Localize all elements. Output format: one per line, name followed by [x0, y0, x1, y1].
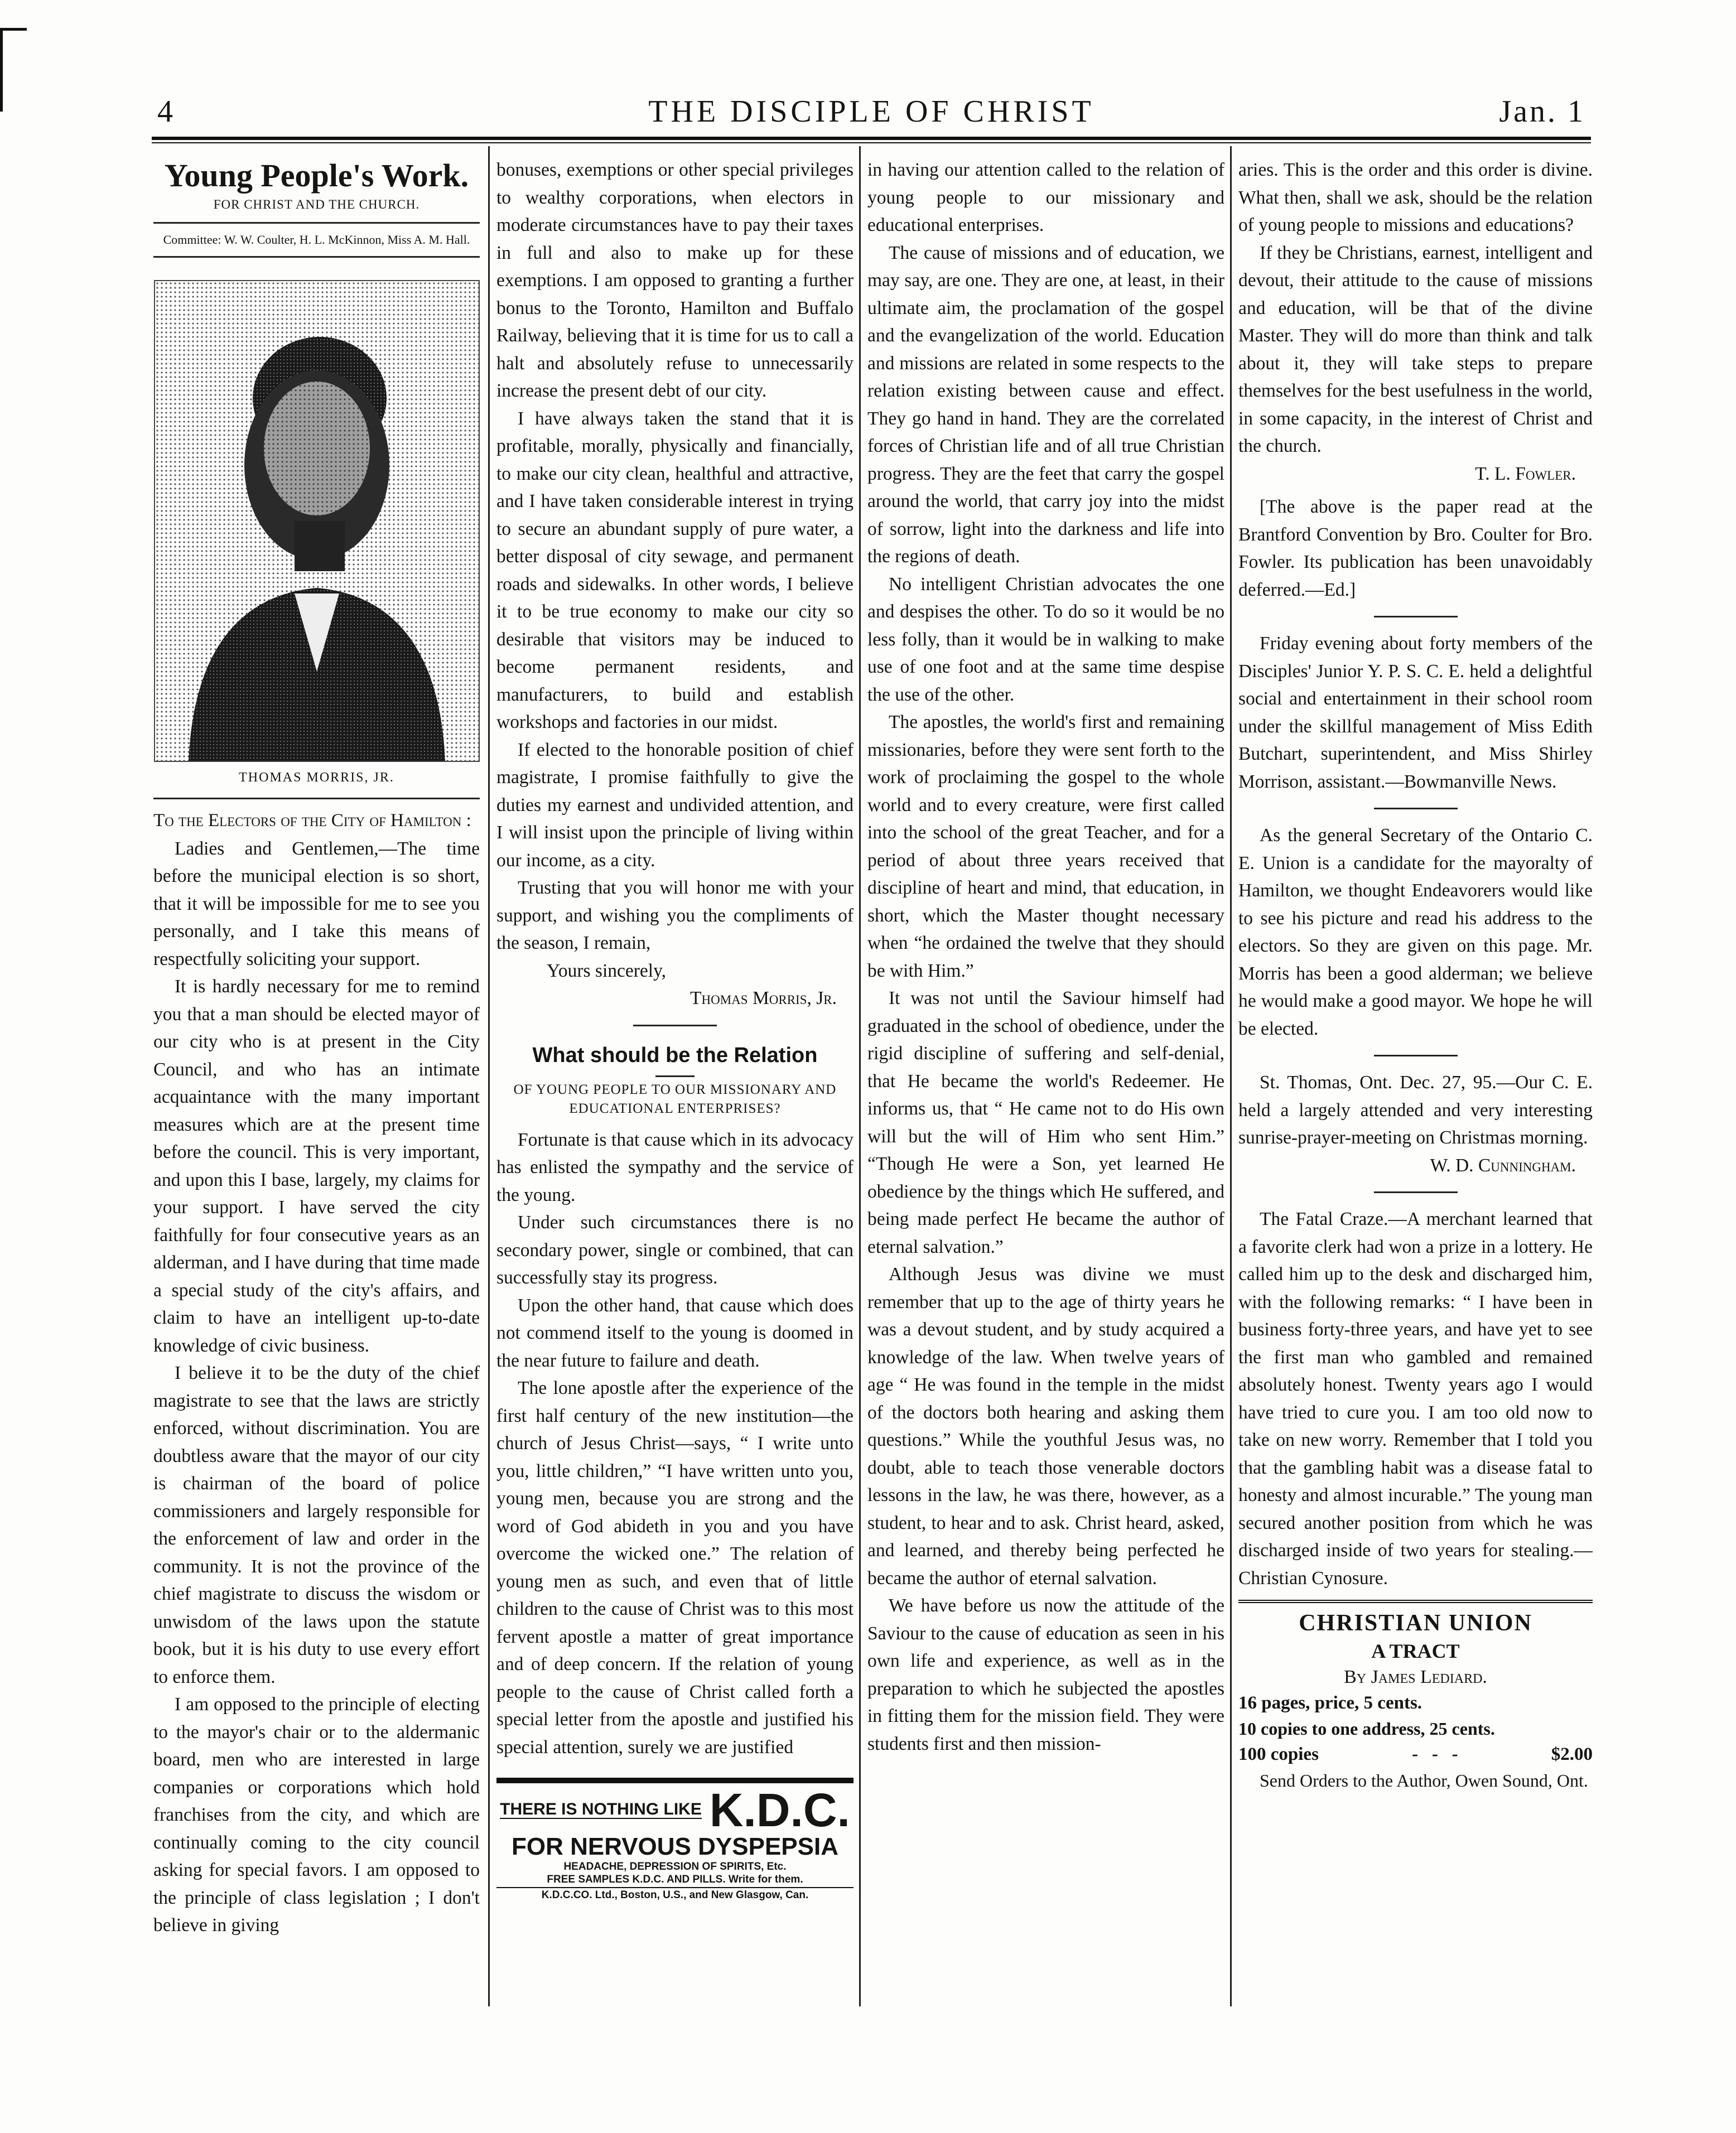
paragraph: Under such circumstances there is no secondary power, single or combined, that can successfully stay its progress. — [496, 1212, 853, 1288]
tract-dashes: - - - — [1412, 1744, 1458, 1764]
tract-copies: 100 copies — [1238, 1744, 1319, 1764]
portrait-photo — [154, 280, 480, 762]
divider — [1374, 808, 1458, 809]
author-signature: T. L. Fowler. — [1475, 463, 1576, 484]
tract-title: CHRISTIAN UNION — [1299, 1610, 1532, 1636]
paragraph: If they be Christians, earnest, intelligent and devout, their attitude to the cause of missions and education, will be that of the divine Master. They will do more than think and talk about it, they will take steps to prepare themselves for the best usefulness in the world, in some capacity, in the interest of Christ and the church. — [1238, 242, 1593, 456]
scan-corner-mark — [0, 28, 27, 31]
article-heading: What should be the Relation — [532, 1043, 818, 1067]
paragraph: Upon the other hand, that cause which does not commend itself to the young is doomed in the near future to failure and death. — [496, 1295, 853, 1371]
header-rule — [152, 137, 1591, 140]
ad-line: THERE IS NOTHING LIKE — [500, 1800, 702, 1818]
issue-date: Jan. 1 — [1499, 94, 1585, 129]
page-header — [152, 94, 1591, 133]
paragraph: No intelligent Christian advocates the one and despises the other. To do so it would be no less folly, than it would be in walking to make use of one foot and at the same time despise the use of the other. — [867, 573, 1224, 705]
paragraph: If elected to the honorable position of chief magistrate, I promise faithfully to give the duties my earnest and undivided attention, and I will insist upon the principle of living within our income, as a city. — [496, 739, 853, 871]
tract-price-line: 16 pages, price, 5 cents. — [1238, 1693, 1422, 1713]
column-2 — [496, 156, 853, 1900]
paragraph: Friday evening about forty members of the Disciples' Junior Y. P. S. C. E. held a delightful social and entertainment in their school room under the skillful management of Miss Edith Butchart, superintendent, and Miss Shirley Morrison, assistant.—Bowmanville News. — [1238, 633, 1593, 792]
divider — [153, 798, 480, 799]
page-number: 4 — [157, 94, 175, 129]
tract-price: $2.00 — [1551, 1744, 1593, 1764]
letter-signature: Thomas Morris, Jr. — [690, 988, 837, 1008]
divider — [153, 256, 480, 258]
section-subtitle: FOR CHRIST AND THE CHURCH. — [213, 197, 420, 211]
paragraph: St. Thomas, Ont. Dec. 27, 95.—Our C. E. held a largely attended and very interesting sunrise-prayer-meeting on Christmas morning. — [1238, 1072, 1593, 1148]
ad-brand: K.D.C. — [709, 1784, 850, 1836]
tract-author: By James Lediard. — [1344, 1667, 1487, 1687]
column-3 — [867, 156, 1224, 1758]
author-signature: W. D. Cunningham. — [1430, 1155, 1576, 1176]
editor-note: [The above is the paper read at the Brantford Convention by Bro. Coulter for Bro. Fowler. Its publication has been unavoidably deferred.—Ed.] — [1238, 496, 1593, 600]
section-title: Young People's Work. — [164, 157, 469, 194]
paragraph: As the general Secretary of the Ontario C. E. Union is a candidate for the mayoralty of Hamilton, we thought Endeavorers would like to see his picture and read his address to the electors. So they are given on this page. Mr. Morris has been a good alderman; we believe he would make a good mayor. We hope he will be elected. — [1238, 825, 1593, 1039]
divider — [1374, 1191, 1458, 1193]
address-heading: To the Electors of the City of Hamilton : — [153, 810, 471, 831]
divider — [1374, 1055, 1458, 1056]
divider — [655, 1075, 695, 1077]
divider — [633, 1025, 717, 1026]
ad-line: K.D.C.CO. Ltd., Boston, U.S., and New Glasgow, Can. — [496, 1887, 853, 1900]
header-rule-thin — [152, 142, 1591, 143]
column-divider — [1230, 146, 1232, 2006]
article-subheading: OF YOUNG PEOPLE TO OUR MISSIONARY AND EDUCATIONAL ENTERPRISES? — [513, 1082, 837, 1116]
tract-price-line — [1238, 1741, 1593, 1767]
kdc-advertisement — [496, 1778, 853, 1900]
divider — [153, 222, 480, 224]
paragraph: The cause of missions and of education, we may say, are one. They are one, at least, in their ultimate aim, the proclamation of the gospel and the evangelization of the world. Education and missions are related in some respects to the relation existing between cause and effect. They go hand in hand. They are the correlated forces of Christian life and of all true Christian progress. They are the feet that carry the gospel around the world, that carry joy into the midst of sorrow, light into the darkness and life into the regions of death. — [867, 242, 1224, 567]
ad-line: FOR NERVOUS DYSPEPSIA — [512, 1833, 838, 1860]
paragraph: I am opposed to the principle of electing to the mayor's chair or to the aldermanic board, men who are interested in large companies or corporations which hold franchises from the city, and which are continually coming to the city council asking for special favors. I am opposed to the principle of class legislation ; I don't believe in giving — [153, 1694, 480, 1936]
paragraph: The lone apostle after the experience of the first half century of the new institution—the church of Jesus Christ—says, “ I write unto you, little children,” “I have written unto you, young men, because you are strong and the word of God abideth in you and you have overcome the wicked one.” The relation of young men as such, and even that of little children to the cause of Christ was to this most fervent apostle a matter of great importance and of deep concern. If the relation of young people to the cause of Christ called forth a special letter from the apostle and justified his special attention, surely we are justified — [496, 1378, 853, 1758]
column-4 — [1238, 156, 1593, 1795]
column-divider — [488, 146, 490, 2006]
newspaper-title: THE DISCIPLE OF CHRIST — [648, 94, 1094, 129]
tract-advertisement — [1238, 1600, 1593, 1795]
paragraph: Ladies and Gentlemen,—The time before the municipal election is so short, that it will be impossible for me to see you personally, and I take this means of respectfully soliciting your support. — [153, 838, 480, 969]
ad-line: HEADACHE, DEPRESSION OF SPIRITS, Etc. — [563, 1861, 787, 1873]
ad-line: FREE SAMPLES K.D.C. AND PILLS. Write for them. — [547, 1874, 803, 1885]
paragraph: Although Jesus was divine we must remember that up to the age of thirty years he was a devout student, and by study acquired a knowledge of the law. When twelve years of age “ He was found in the temple in the midst of the doctors both hearing and asking them questions.” While the youthful Jesus was, no doubt, able to teach those venerable doctors lessons in the law, he was there, however, as a student, to hear and to ask. Christ heard, asked, and learned, and thereby being perfected he became the author of eternal salvation. — [867, 1264, 1224, 1589]
paragraph: The Fatal Craze.—A merchant learned that a favorite clerk had won a prize in a lottery. He called him up to the desk and discharged him, with the following remarks: “ I have been in business forty-three years, and have yet to see the first man who gambled and remained absolutely honest. Twenty years ago I would have tried to cure you. I am too old now to take on new worry. Remember that I told you that the gambling habit was a disease fatal to honesty and almost incurable.” The young man secured another position from which he was discharged inside of two years for stealing.—Christian Cynosure. — [1238, 1209, 1593, 1589]
paragraph: in having our attention called to the relation of young people to our missionary and educational enterprises. — [867, 160, 1224, 235]
tract-order-info: Send Orders to the Author, Owen Sound, Ont. — [1260, 1770, 1588, 1791]
column-divider — [859, 146, 861, 2006]
tract-subtitle: A TRACT — [1371, 1640, 1460, 1662]
paragraph: Trusting that you will honor me with your support, and wishing you the compliments of the season, I remain, — [496, 877, 853, 953]
paragraph: aries. This is the order and this order is divine. What then, shall we ask, should be the relation of young people to missions and educations? — [1238, 160, 1593, 235]
paragraph: It is hardly necessary for me to remind you that a man should be elected mayor of our city who is at present in the City Council, and who has an intimate acquaintance with the many important measures which are at the present time before the council. This is very important, and upon this I base, largely, my claims for your support. I have served the city faithfully for four consecutive years as an alderman, and I have during that time made a special study of the city's affairs, and claim to have an intelligent up-to-date knowledge of civic business. — [153, 976, 480, 1356]
photo-caption: THOMAS MORRIS, JR. — [239, 770, 394, 785]
paragraph: We have before us now the attitude of the Saviour to the cause of education as seen in his own life and experience, as well as in the preparation to which he subjected the apostles in fitting them for the mission field. They were students first and then mission- — [867, 1595, 1224, 1754]
tract-price-line: 10 copies to one address, 25 cents. — [1238, 1719, 1495, 1739]
divider — [1374, 616, 1458, 617]
paragraph: Fortunate is that cause which in its advocacy has enlisted the sympathy and the service of the young. — [496, 1129, 853, 1205]
paragraph: I believe it to be the duty of the chief magistrate to see that the laws are strictly enforced, without discrimination. You are doubtless aware that the mayor of our city is chairman of the board of police commissioners and largely responsible for the enforcement of law and order in the community. It is not the province of the chief magistrate to discuss the wisdom or unwisdom of the laws upon the statute book, but it is his duty to use every effort to enforce them. — [153, 1363, 480, 1687]
paragraph: The apostles, the world's first and remaining missionaries, before they were sent forth to the work of proclaiming the gospel to the whole world and to every creature, were first called into the school of the great Teacher, and for a period of about three years received that discipline of heart and mind, that education, in short, which the Master thought necessary when “he ordained the twelve that they should be with Him.” — [867, 712, 1224, 981]
paragraph: I have always taken the stand that it is profitable, morally, physically and financially, to make our city clean, healthful and attractive, and I have taken considerable interest in trying to secure an abundant supply of pure water, a better disposal of city sewage, and permanent roads and sidewalks. In other words, I believe it to be true economy to make our city so desirable that visitors may be induced to become permanent residents, and manufacturers, to build and establish workshops and factories in our midst. — [496, 408, 853, 732]
column-1 — [153, 156, 480, 1939]
committee-line: Committee: W. W. Coulter, H. L. McKinnon, Miss A. M. Hall. — [163, 233, 470, 247]
paragraph: bonuses, exemptions or other special privileges to wealthy corporations, when electors in moderate circumstances have to pay their taxes in full and also to make up for these exemptions. I am opposed to granting a further bonus to the Toronto, Hamilton and Buffalo Railway, believing that it is time for us to call a halt and absolutely refuse to unnecessarily increase the present debt of our city. — [496, 160, 853, 401]
letter-closing: Yours sincerely, — [547, 960, 667, 981]
scan-corner-mark — [0, 28, 3, 112]
paragraph: It was not until the Saviour himself had graduated in the school of obedience, under the rigid discipline of suffering and self-denial, that He became the world's Redeemer. He informs us, that “ He came not to do His own will but the will of Him who sent Him.” “Though He were a Son, yet learned He obedience by the things which He suffered, and being made perfect He became the author of eternal salvation.” — [867, 988, 1224, 1257]
